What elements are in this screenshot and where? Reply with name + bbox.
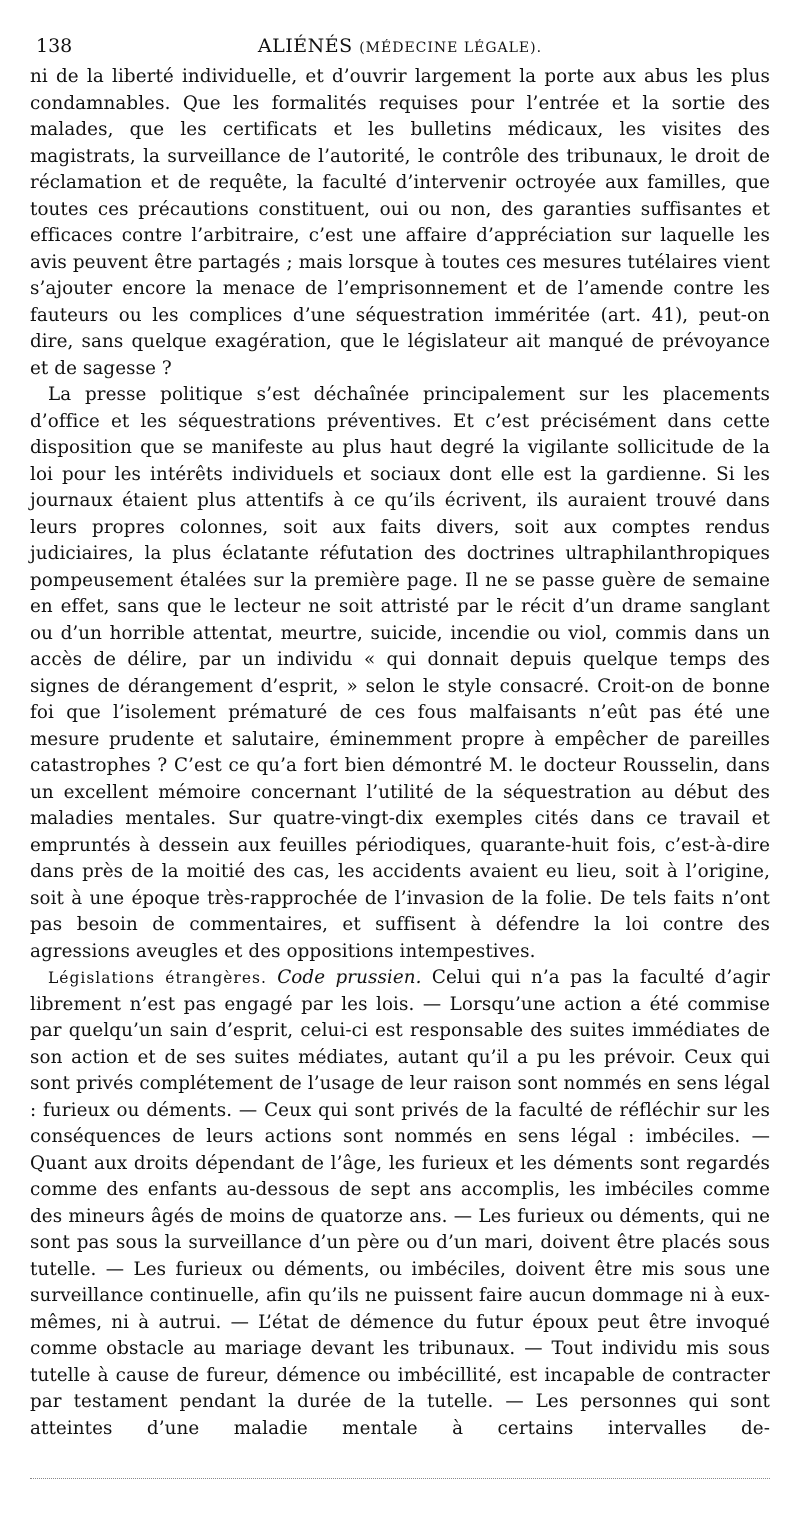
running-title-sub: (MÉDECINE LÉGALE). — [359, 40, 543, 56]
section-heading: Législations étrangères. — [48, 969, 267, 987]
page-header — [30, 30, 770, 62]
page-number: 138 — [36, 35, 73, 57]
body-text — [30, 64, 770, 1442]
running-title — [30, 30, 770, 64]
footer-rule — [30, 1478, 770, 1479]
running-title-main: ALIÉNÉS — [257, 35, 353, 57]
paragraph-text: Celui qui n’a pas la faculté d’agir librement n’est pas engagé par les lois. — Lorsqu’une action a été commise par quelqu’un sain d’esprit, celui-ci est responsable des suites immédiates de son action et de ses suites médiates, autant qu’il a pu les prévoir. Ceux qui sont privés complétement de l’usage de leur raison sont nommés en sens légal : furieux ou déments. — Ceux qui sont privés de la faculté de réfléchir sur les conséquences de leurs actions sont nommés en sens légal : imbéciles. — Quant aux droits dépendant de l’âge, les furieux et les déments sont regardés comme des enfants au-dessous de sept ans accomplis, les imbéciles comme des mineurs âgés de moins de quatorze ans. — Les furieux ou déments, qui ne sont pas sous la surveillance d’un père ou d’un mari, doivent être placés sous tutelle. — Les furieux ou déments, ou imbéciles, doivent être mis sous une surveillance continuelle, afin qu’ils ne puissent faire aucun dommage ni à eux-mêmes, ni à autrui. — L’état de démence du futur époux peut être invoqué comme obstacle au mariage devant les tribunaux. — Tout individu mis sous tutelle à cause de fureur, démence ou imbécillité, est incapable de contracter par testament pendant la durée de la tutelle. — Les personnes qui sont atteintes d’une maladie mentale à certains intervalles de- — [30, 967, 770, 1439]
paragraph: ni de la liberté individuelle, et d’ouvrir largement la porte aux abus les plus condamnables. Que les formalités requises pour l’entrée et la sortie des malades, que les certificats et les bulletins médicaux, les visites des magistrats, la surveillance de l’autorité, le contrôle des tribunaux, le droit de réclamation et de requête, la faculté d’intervenir octroyée aux familles, que toutes ces précautions constituent, oui ou non, des garanties suffisantes et efficaces contre l’arbitraire, c’est une affaire d’appréciation sur laquelle les avis peuvent être partagés ; mais lorsque à toutes ces mesures tutélaires vient s’ajouter encore la menace de l’emprisonnement et de l’amende contre les fauteurs ou les complices d’une séquestration imméritée (art. 41), peut-on dire, sans quelque exagération, que le législateur ait manqué de prévoyance et de sagesse ? — [30, 66, 770, 379]
section-subheading: Code prussien. — [277, 967, 422, 988]
paragraph: La presse politique s’est déchaînée principalement sur les placements d’office et les séquestrations préventives. Et c’est précisément dans cette disposition que se manifeste au plus haut degré la vigilante sollicitude de la loi pour les intérêts individuels et sociaux dont elle est la gardienne. Si les journaux étaient plus attentifs à ce qu’ils écrivent, ils auraient trouvé dans leurs propres colonnes, soit aux faits divers, soit aux comptes rendus judiciaires, la plus éclatante réfutation des doctrines ultraphilanthropiques pompeusement étalées sur la première page. Il ne se passe guère de semaine en effet, sans que le lecteur ne soit attristé par le récit d’un drame sanglant ou d’un horrible attentat, meurtre, suicide, incendie ou viol, commis dans un accès de délire, par un individu « qui donnait depuis quelque temps des signes de dérangement d’esprit, » selon le style consacré. Croit-on de bonne foi que l’isolement prématuré de ces fous malfaisants n’eût pas été une mesure prudente et salutaire, éminemment propre à empêcher de pareilles catastrophes ? C’est ce qu’a fort bien démontré M. le docteur Rousselin, dans un excellent mémoire concernant l’utilité de la séquestration au début des maladies mentales. Sur quatre-vingt-dix exemples cités dans ce travail et empruntés à dessein aux feuilles périodiques, quarante-huit fois, c’est-à-dire dans près de la moitié des cas, les accidents avaient eu lieu, soit à l’origine, soit à une époque très-rapprochée de l’invasion de la folie. De tels faits n’ont pas besoin de commentaires, et suffisent à défendre la loi contre des agressions aveugles et des oppositions intempestives. — [30, 384, 770, 962]
paragraph-foreign-legislation — [30, 965, 770, 1442]
